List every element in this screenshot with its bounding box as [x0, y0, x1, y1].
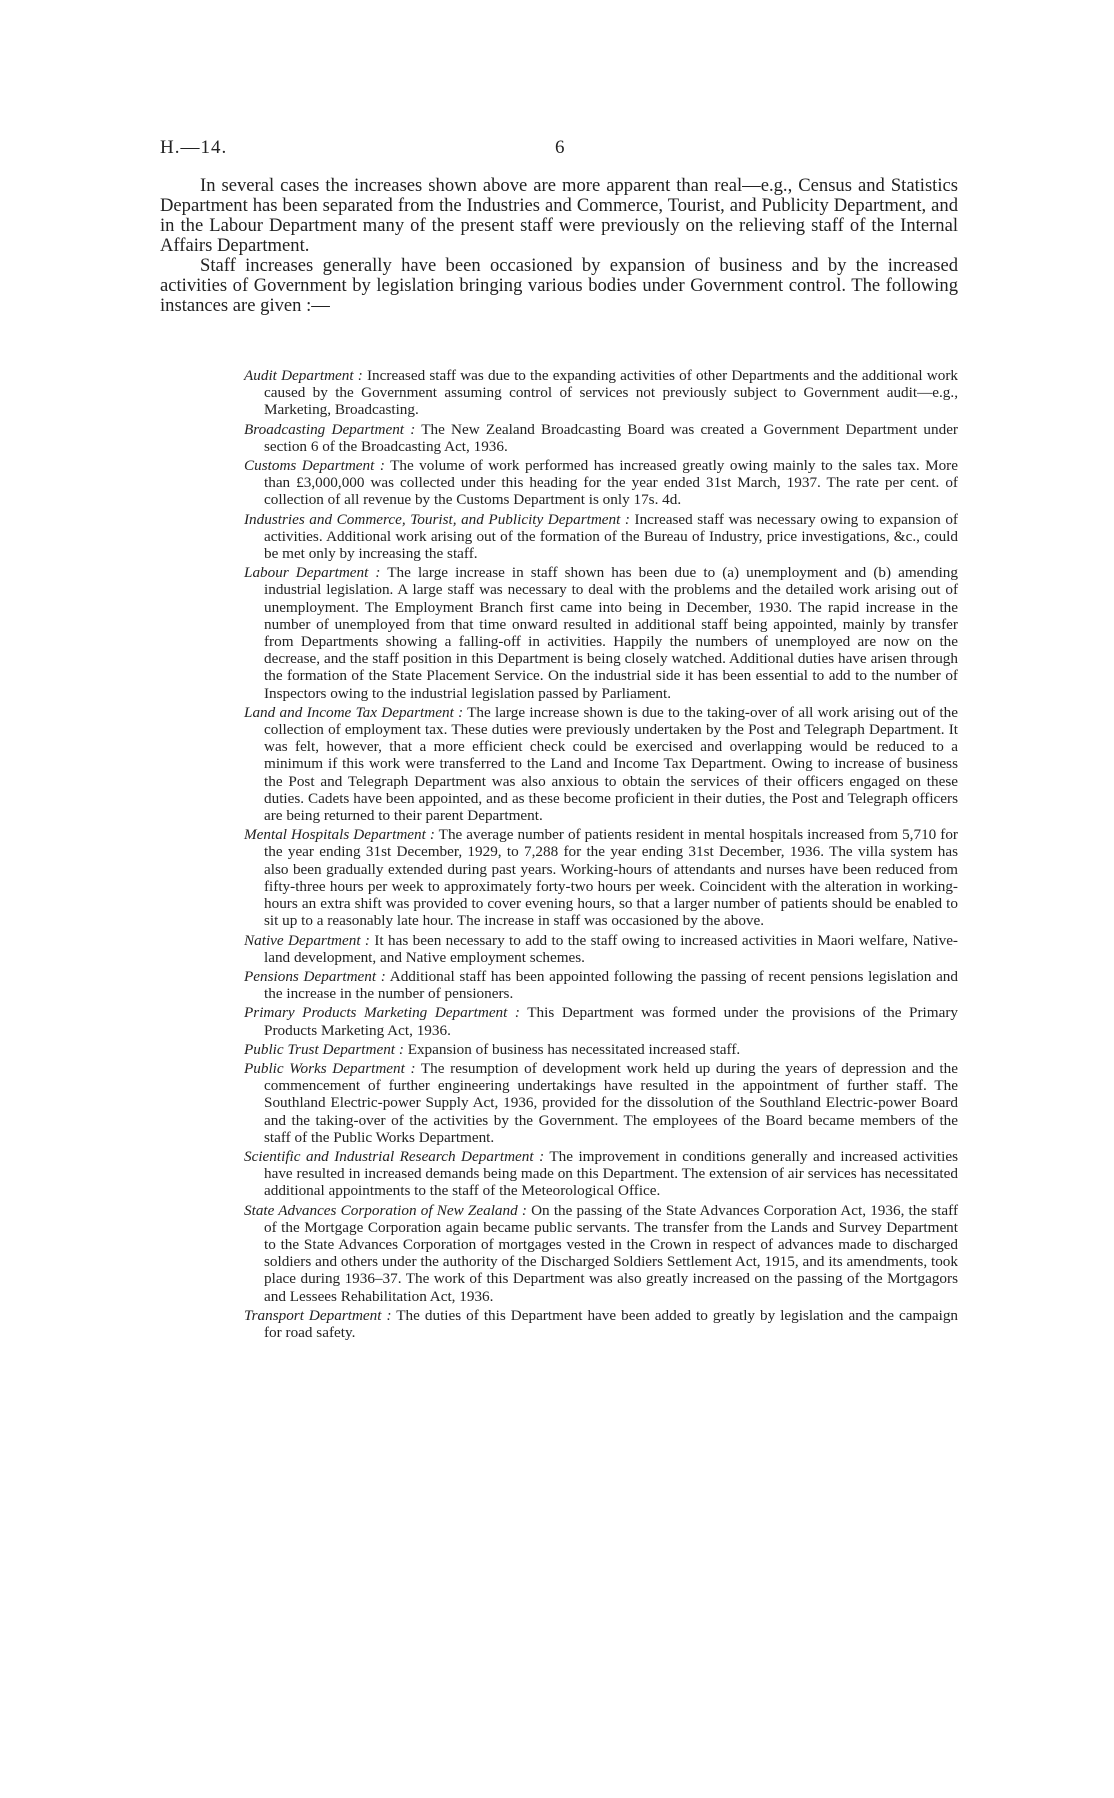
department-name: State Advances Corporation of New Zealand : [244, 1201, 527, 1219]
page-number: 6 [555, 137, 565, 158]
department-text: Increased staff was necessary owing to expansion of activities. Additional work arising out of the formation of the Bureau of Industry, price investigations, &c., could be met only by increasing the staff. [264, 510, 958, 563]
department-entry [228, 1148, 958, 1200]
department-name: Transport Department : [244, 1306, 392, 1324]
department-text: The large increase shown is due to the taking-over of all work arising out of the collection of employment tax. These duties were previously undertaken by the Post and Telegraph Department. It was felt, however, that a more efficient check could be exercised and overlapping would be reduced to a minimum if this work were transferred to the Land and Income Tax Department. Owing to increase of business the Post and Telegraph Department was also anxious to obtain the services of their officers engaged on these duties. Cadets have been appointed, and as these become proficient in their duties, the Post and Telegraph officers are being returned to their parent Department. [264, 703, 958, 825]
department-entry [228, 511, 958, 563]
department-entry [228, 968, 958, 1002]
department-text: The volume of work performed has increased greatly owing mainly to the sales tax. More than £3,000,000 was collected under this heading for the year ended 31st March, 1937. The rate per cent. of collection of all revenue by the Customs Department is only 17s. 4d. [264, 457, 958, 509]
department-name: Primary Products Marketing Department : [244, 1004, 520, 1022]
department-entry [228, 826, 958, 929]
department-entry [228, 564, 958, 702]
department-entry [228, 1060, 958, 1146]
department-name: Pensions Department : [244, 967, 386, 985]
department-name: Mental Hospitals Department : [244, 826, 435, 844]
intro-section [160, 176, 958, 316]
department-name: Land and Income Tax Department : [244, 703, 464, 721]
intro-paragraph: Staff increases generally have been occasioned by expansion of business and by the increased activities of Government by legislation bringing various bodies under Government control. The following instances are given :— [160, 255, 958, 316]
department-name: Public Works Department : [244, 1059, 416, 1077]
department-name: Broadcasting Department : [244, 420, 416, 438]
department-name: Audit Department : [244, 367, 363, 384]
department-entry [228, 457, 958, 509]
intro-paragraph: In several cases the increases shown above are more apparent than real—e.g., Census and Statistics Department has been separated from the Industries and Commerce, Tourist, and Publicity Department, and in the Labour Department many of the present staff were previously on the relieving staff of the Internal Affairs Department. [160, 175, 958, 256]
department-text: The resumption of development work held up during the years of depression and the commencement of further engineering undertakings have resulted in the appointment of further staff. The Southland Electric-power Supply Act, 1936, provided for the dissolution of the Southland Electric-power Board and the taking-over of the activities by the Government. The employees of the Board became members of the staff of the Public Works Department. [264, 1059, 958, 1146]
department-entry [228, 421, 958, 455]
department-entry [228, 704, 958, 824]
department-text: The duties of this Department have been added to greatly by legislation and the campaign for road safety. [264, 1306, 959, 1341]
department-name: Industries and Commerce, Tourist, and Publicity Department : [244, 510, 630, 528]
page-header [160, 137, 954, 161]
department-text: It has been necessary to add to the staff owing to increased activities in Maori welfare, Native-land development, and Native employment schemes. [264, 931, 958, 966]
department-entry [228, 1041, 958, 1058]
department-name: Scientific and Industrial Research Department : [244, 1147, 545, 1165]
department-entry [228, 1004, 958, 1038]
department-text: The New Zealand Broadcasting Board was created a Government Department under section 6 of the Broadcasting Act, 1936. [264, 420, 958, 455]
department-text: The large increase in staff shown has been due to (a) unemployment and (b) amending industrial legislation. A large staff was necessary to deal with the problems and the detailed work arising out of unemployment. The Employment Branch first came into being in December, 1930. The rapid increase in the number of unemployed from that time onward resulted in additional staff being appointed, mainly by transfer from Departments showing a falling-off in activities. Happily the numbers of unemployed are now on the decrease, and the staff position in this Department is being closely watched. Additional duties have arisen through the formation of the State Placement Service. On the industrial side it has been essential to add to the number of Inspectors owing to the industrial legislation passed by Parliament. [264, 564, 958, 702]
department-entry [228, 932, 958, 966]
department-entry [228, 1202, 958, 1305]
department-text: Expansion of business has necessitated increased staff. [407, 1040, 741, 1058]
document-reference: H.—14. [160, 137, 228, 158]
department-text: Additional staff has been appointed following the passing of recent pensions legislation and the increase in the number of pensioners. [264, 967, 958, 1003]
department-list [228, 367, 958, 1341]
department-text: On the passing of the State Advances Corporation Act, 1936, the staff of the Mortgage Corporation again became public servants. The transfer from the Lands and Survey Department to the State Advances Corporation of mortgages vested in the Crown in respect of advances made to discharged soldiers and others under the authority of the Discharged Soldiers Settlement Act, 1915, and its amendments, took place during 1936–37. The work of this Department was also greatly increased on the passing of the Mortgagors and Lessees Rehabilitation Act, 1936. [264, 1201, 958, 1305]
department-name: Native Department : [244, 931, 370, 949]
department-name: Customs Department : [244, 457, 385, 475]
department-text: The average number of patients resident in mental hospitals increased from 5,710 for the year ending 31st December, 1929, to 7,288 for the year ending 31st December, 1936. The villa system has also been gradually extended during past years. Working-hours of attendants and nurses have been reduced from fifty-three hours per week to approximately forty-two hours per week. Coincident with the alteration in working-hours an extra shift was provided to cover evening hours, so that a larger number of patients should be enabled to sit up to a reasonably late hour. The increase in staff was occasioned by the above. [264, 826, 958, 930]
department-name: Labour Department : [244, 564, 381, 582]
department-name: Public Trust Department : [244, 1040, 404, 1058]
department-text: Increased staff was due to the expanding activities of other Departments and the additional work caused by the Government assuming control of services not previously subject to Government audit—e.g., Marketing, Broadcasting. [264, 367, 959, 419]
department-entry [228, 1307, 958, 1341]
department-entry [228, 367, 958, 419]
department-text: This Department was formed under the provisions of the Primary Products Marketing Act, 1936. [264, 1004, 958, 1039]
department-text: The improvement in conditions generally and increased activities have resulted in increased demands being made on this Department. The extension of air services has necessitated additional appointments to the staff of the Meteorological Office. [264, 1147, 959, 1200]
